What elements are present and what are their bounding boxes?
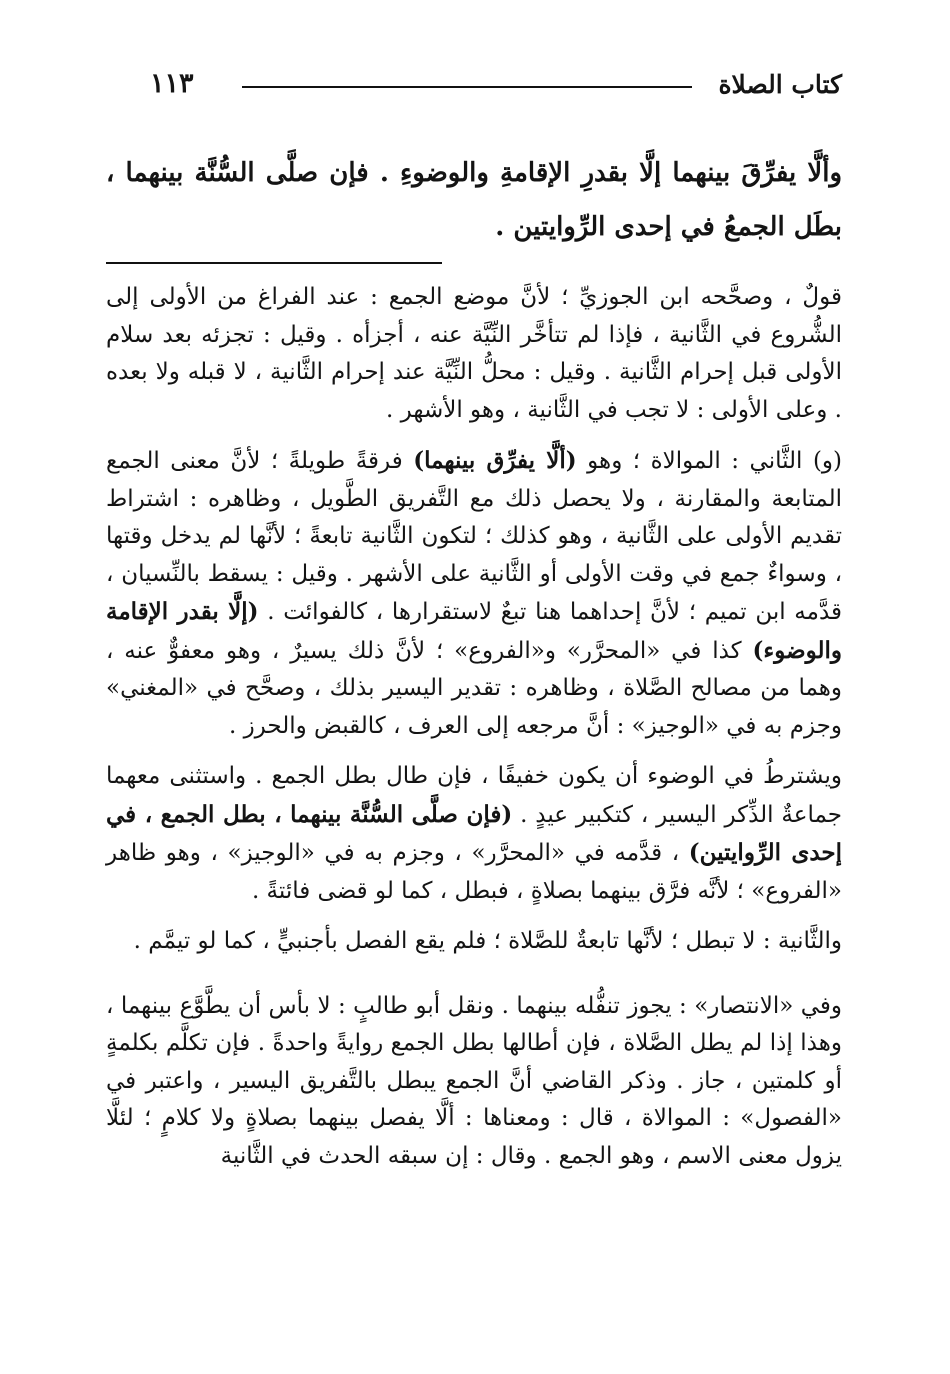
commentary	[106, 279, 842, 1188]
text-run: كذا في «المحرَّر» و«الفروع» ؛ لأنَّ ذلك يسيرٌ ، وهو معفوٌّ عنه ، وهما من مصالح الصَّلاة ، وظاهره : تقدير اليسير بذلك ، وصحَّح في «المغني» وجزم به في «الوجيز» : أنَّ مرجعه إلى العرف ، كالقبض والحرز .	[106, 637, 842, 739]
main-text: وألَّا يفرِّقَ بينهما إلَّا بقدرِ الإقامةِ والوضوءِ . فإن صلَّى السُّنَّة بينهما ، بطَل الجمعُ في إحدى الرِّوايتين .	[106, 158, 842, 242]
commentary-paragraph-5: وفي «الانتصار» : يجوز تنفُّله بينهما . ونقل أبو طالبٍ : لا بأس أن يطَّوَّع بينهما ، وهذا إذا لم يطل الصَّلاة ، فإن أطالها بطل الجمع روايةً واحدةً . فإن تكلَّم بكلمةٍ أو كلمتين ، جاز . وذكر القاضي أنَّ الجمع يبطل بالتَّفريق اليسير ، واعتبر في «الفصول» : الموالاة ، قال : ومعناها : ألَّا يفصل بينهما بصلاةٍ ولا كلامٍ ؛ لئلَّا يزول معنى الاسم ، وهو الجمع . وقال : إن سبقه الحدث في الثَّانية	[106, 992, 842, 1169]
commentary-paragraph-4: والثَّانية : لا تبطل ؛ لأنَّها تابعةٌ للصَّلاة ؛ فلم يقع الفصل بأجنبيٍّ ، كما لو تيمَّم .	[133, 928, 842, 954]
quoted-matn: (إلَّا بقدر الإقامة والوضوء)	[106, 598, 842, 664]
page-number: ١١٣	[150, 68, 194, 99]
quoted-matn: (فإن صلَّى السُّنَّة بينهما ، بطل الجمع ، في إحدى الرِّوايتين)	[106, 800, 843, 866]
book-title: كتاب الصلاة	[718, 70, 842, 99]
quoted-matn: (ألَّا يفرِّق بينهما)	[413, 447, 577, 474]
text-run: (و) الثَّاني : الموالاة ؛ وهو	[576, 448, 842, 474]
header-rule	[242, 86, 692, 88]
text-run: ويشترطُ في الوضوء أن يكون خفيفًا ، فإن طال بطل الجمع . واستثنى معهما جماعةٌ الذِّكر اليسير ، كتكبير عيدٍ .	[106, 763, 842, 828]
text-run: فرقةً طويلةً ؛ لأنَّ معنى الجمع المتابعة والمقارنة ، ولا يحصل ذلك مع التَّفريق الطَّويل ، وظاهره : اشتراط تقديم الأولى على الثَّانية ، وهو كذلك ؛ لتكون الثَّانية تابعةً ؛ لأنَّها لم يدخل وقتها ، وسواءٌ جمع في وقت الأولى أو الثَّانية على الأشهر . وقيل : يسقط بالنِّسيان ، قدَّمه ابن تميم ؛ لأنَّ إحداهما هنا تبعٌ لاستقرارها ، كالفوائت .	[106, 448, 843, 625]
commentary-paragraph-1: قولٌ ، وصحَّحه ابن الجوزيِّ ؛ لأنَّ موضع الجمع : عند الفراغ من الأولى إلى الشُّروع في الثَّانية ، فإذا لم تتأخَّر النِّيَّة عنه ، أجزأه . وقيل : تجزئه بعد سلام الأولى قبل إحرام الثَّانية . وقيل : محلُّ النِّيَّة عند إحرام الثَّانية ، لا قبله ولا بعده . وعلى الأولى : لا تجب في الثَّانية ، وهو الأشهر .	[106, 284, 842, 423]
commentary-paragraph-2	[106, 442, 842, 745]
page-header	[150, 64, 842, 104]
separator-line	[106, 262, 442, 264]
text-run: ، قدَّمه في «المحرَّر» ، وجزم به في «الوجيز» ، وهو ظاهر «الفروع» ؛ لأنَّه فرَّق بينهما بصلاةٍ ، فبطل ، كما لو قضى فائتةً .	[106, 840, 842, 904]
commentary-paragraph-3	[106, 758, 842, 910]
